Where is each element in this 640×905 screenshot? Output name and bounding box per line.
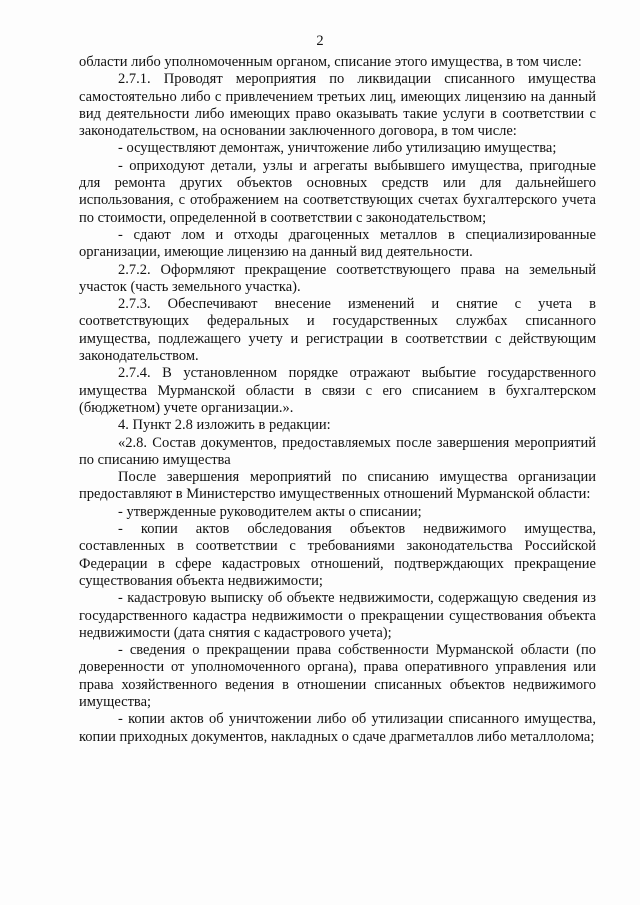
paragraph: области либо уполномоченным органом, списание этого имущества, в том числе:	[79, 54, 582, 70]
paragraph: 4. Пункт 2.8 изложить в редакции:	[118, 417, 331, 434]
paragraph: 2.7.1. Проводят мероприятия по ликвидации списанного имущества самостоятельно либо с привлечением третьих лиц, имеющих лицензию на данный вид деятельности либо имеющих право оказывать такие услуги в соответствии с законодательством, на основании заключенного договора, в том числе:	[79, 71, 596, 140]
paragraph: - утвержденные руководителем акты о списании;	[118, 503, 422, 520]
paragraph: - осуществляют демонтаж, уничтожение либо утилизацию имущества;	[118, 140, 557, 157]
paragraph: - кадастровую выписку об объекте недвижимости, содержащую сведения из государственного кадастра недвижимости о прекращении существования объекта недвижимости (дата снятия с кадастрового учета);	[79, 590, 596, 641]
document-body	[79, 54, 596, 746]
paragraph: «2.8. Состав документов, предоставляемых после завершения мероприятий по списанию имущества	[79, 434, 596, 468]
paragraph: 2.7.4. В установленном порядке отражают выбытие государственного имущества Мурманской области в связи с его списанием в бухгалтерском (бюджетном) учете организации.».	[79, 365, 596, 416]
paragraph: 2.7.3. Обеспечивают внесение изменений и снятие с учета в соответствующих федеральных и государственных службах списанного имущества, подлежащего учету и регистрации в соответствии с действующим законодательством.	[79, 296, 596, 365]
page-number: 2	[316, 33, 324, 49]
paragraph: После завершения мероприятий по списанию имущества организации предоставляют в Министерство имущественных отношений Мурманской области:	[79, 469, 596, 503]
paragraph: - оприходуют детали, узлы и агрегаты выбывшего имущества, пригодные для ремонта других объектов основных средств или для дальнейшего использования, с отображением на соответствующих счетах бухгалтерского учета по стоимости, определенной в соответствии с законодательством;	[79, 157, 596, 226]
paragraph: - копии актов обследования объектов недвижимого имущества, составленных в соответствии с требованиями законодательства Российской Федерации в сфере кадастровых отношений, подтверждающих прекращение существования объекта недвижимости;	[79, 521, 596, 589]
paragraph: - сдают лом и отходы драгоценных металлов в специализированные организации, имеющие лицензию на данный вид деятельности.	[79, 226, 596, 261]
paragraph: - копии актов об уничтожении либо об утилизации списанного имущества, копии приходных документов, накладных о сдаче драгметаллов либо металлолома;	[79, 711, 596, 745]
paragraph: 2.7.2. Оформляют прекращение соответствующего права на земельный участок (часть земельного участка).	[79, 261, 596, 295]
paragraph: - сведения о прекращении права собственности Мурманской области (по доверенности от уполномоченного органа), права оперативного управления или права хозяйственного ведения в отношении списанных объектов недвижимого имущества;	[79, 642, 596, 710]
